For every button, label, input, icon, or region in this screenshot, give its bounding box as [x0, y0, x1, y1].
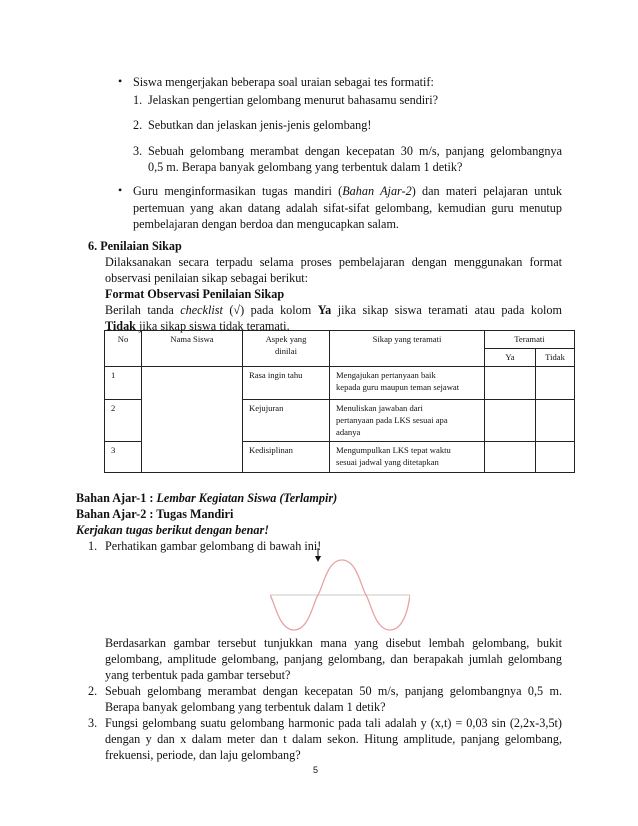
cell-sikap	[330, 367, 485, 400]
task-text: Berapa banyak gelombang yang terbentuk dalam 1 detik?	[105, 700, 386, 714]
bullet-dot: •	[118, 183, 123, 197]
question-text: Jelaskan pengertian gelombang menurut bahasamu sendiri?	[148, 93, 439, 107]
header-nama: Nama Siswa	[142, 331, 243, 367]
cell-sikap	[330, 400, 485, 442]
bullet2-italic: Bahan Ajar-2	[342, 184, 412, 198]
cell-ya[interactable]	[485, 400, 536, 442]
task-number: 2.	[88, 684, 98, 698]
question-number: 3.	[133, 144, 143, 158]
cell-no: 1	[105, 367, 142, 400]
cell-aspek: Kedisiplinan	[243, 442, 330, 473]
cell-sikap-line: sesuai jadwal yang ditetapkan	[336, 457, 439, 467]
bullet2-text: ) dan materi pelajaran untuk	[411, 184, 562, 198]
arrow-head-icon	[315, 556, 321, 562]
bullet2-line1	[133, 183, 562, 199]
instruction-text: jika sikap siswa teramati atau pada kolom	[331, 303, 563, 317]
task-text: Perhatikan gambar gelombang di bawah ini!	[105, 539, 322, 553]
observation-table	[104, 330, 575, 473]
header-no: No	[105, 331, 142, 367]
bullet2-line2: pertemuan yang akan datang adalah sifat-sifat gelombang, kemudian guru menutup	[133, 201, 562, 215]
task-instruction: Kerjakan tugas berikut dengan benar!	[76, 523, 270, 537]
question-text: Sebutkan dan jelaskan jenis-jenis gelombang!	[148, 118, 372, 132]
task-text: dengan y dan x dalam meter dan t dalam sekon. Hitung amplitude, panjang gelombang,	[105, 732, 562, 746]
task-paragraph: Berdasarkan gambar tersebut tunjukkan mana yang disebut lembah gelombang, bukit	[105, 636, 562, 650]
page-number: 5	[313, 765, 319, 775]
task-text: Sebuah gelombang merambat dengan kecepatan 50 m/s, panjang gelombangnya 0,5 m.	[105, 684, 562, 698]
cell-sikap-line: Mengajukan pertanyaan baik	[336, 370, 436, 380]
instruction-italic: checklist	[180, 303, 223, 317]
bullet1-intro: Siswa mengerjakan beberapa soal uraian sebagai tes formatif:	[133, 75, 434, 89]
table-header-row	[105, 331, 575, 349]
cell-ya[interactable]	[485, 367, 536, 400]
cell-sikap-line: Menuliskan jawaban dari	[336, 403, 423, 413]
cell-aspek: Kejujuran	[243, 400, 330, 442]
table-row	[105, 367, 575, 400]
cell-no: 2	[105, 400, 142, 442]
header-aspek-2: dinilai	[275, 346, 297, 356]
bahan-ajar-1-title: Lembar Kegiatan Siswa (Terlampir)	[156, 491, 338, 505]
task-text: Fungsi gelombang suatu gelombang harmonic pada tali adalah y (x,t) = 0,03 sin (2,2x-3,5t)	[105, 716, 562, 730]
bahan-ajar-1-label: Bahan Ajar-1 :	[76, 491, 157, 505]
task-paragraph: gelombang, amplitude gelombang, panjang gelombang, dan berapakah jumlah gelombang	[105, 652, 562, 666]
question-number: 1.	[133, 93, 143, 107]
instruction-bold: Tidak	[105, 319, 136, 333]
cell-ya[interactable]	[485, 442, 536, 473]
task-number: 1.	[88, 539, 98, 553]
bullet-dot: •	[118, 74, 123, 88]
header-aspek-1: Aspek yang	[265, 334, 307, 344]
cell-tidak[interactable]	[536, 367, 575, 400]
cell-sikap-line: kepada guru maupun teman sejawat	[336, 382, 460, 392]
task-paragraph: yang terbentuk pada gambar tersebut?	[105, 668, 291, 682]
wave-figure	[270, 548, 410, 632]
task-text: frekuensi, periode, dan laju gelombang?	[105, 748, 301, 762]
section-heading: 6. Penilaian Sikap	[88, 239, 182, 253]
instruction-line1	[105, 302, 562, 318]
header-tidak: Tidak	[536, 349, 575, 367]
instruction-text: jika sikap siswa tidak teramati.	[135, 319, 290, 333]
bahan-ajar-2: Bahan Ajar-2 : Tugas Mandiri	[76, 507, 234, 521]
question-text: Sebuah gelombang merambat dengan kecepatan 30 m/s, panjang gelombangnya	[148, 144, 562, 158]
bullet2-text: Guru menginformasikan tugas mandiri (	[133, 184, 343, 198]
bahan-ajar-1	[76, 490, 337, 506]
cell-no: 3	[105, 442, 142, 473]
cell-tidak[interactable]	[536, 442, 575, 473]
bullet2-line3: pembelajaran dengan berdoa dan mengucapkan salam.	[133, 217, 399, 231]
section-paragraph: Dilaksanakan secara terpadu selama proses pembelajaran dengan menggunakan format	[105, 255, 562, 269]
question-number: 2.	[133, 118, 143, 132]
header-aspek	[243, 331, 330, 367]
cell-sikap-line: pertanyaan pada LKS sesuai apa	[336, 415, 448, 425]
cell-sikap-line: adanya	[336, 427, 361, 437]
header-teramati: Teramati	[485, 331, 575, 349]
question-text: 0,5 m. Berapa banyak gelombang yang terbentuk dalam 1 detik?	[148, 160, 463, 174]
section-paragraph: observasi penilaian sikap sebagai berikut:	[105, 271, 309, 285]
cell-nama	[142, 367, 243, 473]
header-sikap: Sikap yang teramati	[330, 331, 485, 367]
instruction-text: (√) pada kolom	[222, 303, 318, 317]
cell-sikap-line: Mengumpulkan LKS tepat waktu	[336, 445, 451, 455]
cell-aspek: Rasa ingin tahu	[243, 367, 330, 400]
cell-tidak[interactable]	[536, 400, 575, 442]
task-number: 3.	[88, 716, 98, 730]
instruction-bold: Ya	[317, 303, 332, 317]
instruction-text: Berilah tanda	[105, 303, 181, 317]
format-title: Format Observasi Penilaian Sikap	[105, 287, 285, 301]
header-ya: Ya	[485, 349, 536, 367]
cell-sikap	[330, 442, 485, 473]
